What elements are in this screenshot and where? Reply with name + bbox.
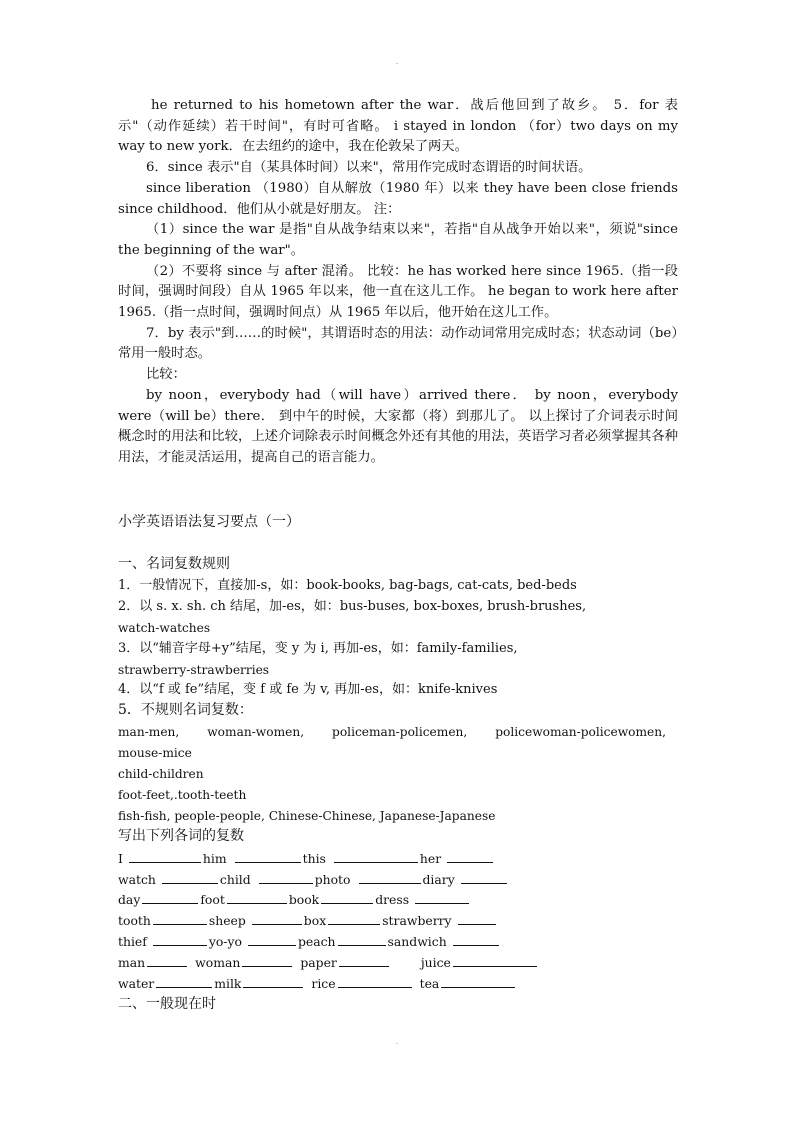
exercise-word: tooth: [118, 913, 151, 928]
answer-blank[interactable]: [147, 953, 187, 967]
grammar-section-title: 小学英语语法复习要点（一）: [118, 514, 300, 530]
exercise-word: thief: [118, 934, 147, 949]
exercise-word: rice: [311, 976, 336, 991]
answer-blank[interactable]: [156, 974, 212, 988]
exercise-word: foot: [200, 892, 225, 907]
exercise-row: [118, 849, 495, 868]
answer-blank[interactable]: [338, 932, 386, 946]
irregular-row-1: [118, 722, 678, 742]
answer-blank[interactable]: [338, 974, 412, 988]
answer-blank[interactable]: [252, 911, 302, 925]
rule-1: 1．一般情况下，直接加-s，如：book-books, bag-bags, cat-cats, bed-beds: [118, 578, 577, 593]
rule-4: 4．以“f 或 fe”结尾，变 f 或 fe 为 v, 再加-es，如：knife-knives: [118, 682, 498, 697]
exercise-word: peach: [297, 934, 336, 949]
paragraph-note-2: （2）不要将 since 与 after 混淆。 比较：he has worked here since 1965.（指一段时间，强调时间段）自从 1965 年以来，他一直在这儿工作。 he began to work here after 1965.（指一点时间，强调时间点）从 1965 年以后，他开始在这儿工作。: [118, 263, 678, 321]
exercise-word: woman: [195, 955, 241, 970]
exercise-word: paper: [300, 955, 337, 970]
exercise-word: child: [219, 872, 251, 887]
rule-2: 2．以 s. x. sh. ch 结尾，加-es，如：bus-buses, box-boxes, brush-brushes,: [118, 599, 587, 614]
answer-blank[interactable]: [162, 870, 218, 884]
exercise-word: this: [302, 851, 326, 866]
answer-blank[interactable]: [142, 890, 198, 904]
exercise-word: box: [303, 913, 327, 928]
rule-3: 3．以“辅音字母+y”结尾，变 y 为 i, 再加-es，如：family-families,: [118, 641, 518, 656]
exercise-word: her: [419, 851, 442, 866]
irregular-row-4: fish-fish, people-people, Chinese-Chinese, Japanese-Japanese: [118, 809, 496, 823]
exercise-word: dress: [375, 892, 410, 907]
exercise-word: water: [118, 976, 155, 991]
exercise-word: sandwich: [387, 934, 447, 949]
answer-blank[interactable]: [441, 974, 515, 988]
answer-blank[interactable]: [359, 870, 421, 884]
answer-blank[interactable]: [243, 974, 303, 988]
rule-2-continuation: watch-watches: [118, 621, 211, 635]
irregular-word: policeman-policemen,: [332, 725, 468, 739]
exercise-word: day: [118, 892, 141, 907]
section2-heading: 二、一般现在时: [118, 996, 216, 1012]
answer-blank[interactable]: [334, 849, 418, 863]
answer-blank[interactable]: [447, 849, 493, 863]
exercise-row: [118, 932, 501, 951]
paragraph-compare-label: 比较：: [146, 367, 186, 383]
page-top-dot: .: [395, 57, 399, 66]
irregular-word: woman-women,: [207, 725, 305, 739]
exercise-word: him: [202, 851, 227, 866]
answer-blank[interactable]: [235, 849, 301, 863]
answer-blank[interactable]: [129, 849, 201, 863]
answer-blank[interactable]: [153, 911, 207, 925]
answer-blank[interactable]: [328, 911, 380, 925]
exercise-row: [118, 890, 471, 909]
exercise-word: book: [288, 892, 320, 907]
exercise-word: man: [118, 955, 146, 970]
exercise-word: juice: [420, 955, 451, 970]
answer-blank[interactable]: [453, 953, 537, 967]
exercise-word: I: [118, 851, 123, 866]
exercise-word: diary: [422, 872, 455, 887]
paragraph-by-usage: 7．by 表示"到……的时候"，其谓语时态的用法：动作动词常用完成时态；状态动词（be）常用一般时态。: [118, 325, 678, 362]
exercise-word: photo: [314, 872, 351, 887]
exercise-heading: 写出下列各词的复数: [118, 828, 244, 844]
irregular-word: man-men,: [118, 725, 180, 739]
paragraph-for-usage: he returned to his hometown after the war．战后他回到了故乡。 5．for 表示"（动作延续）若干时间"，有时可省略。 i stayed in london （for）two days on my way to new york．在去纽约的途中，我在伦敦呆了两天。: [118, 98, 678, 155]
exercise-row: [118, 974, 517, 993]
exercise-word: watch: [118, 872, 156, 887]
paragraph-note-1: （1）since the war 是指"自从战争结束以来"，若指"自从战争开始以来"，须说"since the beginning of the war"。: [118, 222, 678, 258]
paragraph-since-definition: 6．since 表示"自（某具体时间）以来"，常用作完成时态谓语的时间状语。: [146, 160, 592, 176]
answer-blank[interactable]: [248, 932, 296, 946]
answer-blank[interactable]: [153, 932, 207, 946]
exercise-word: strawberry: [382, 913, 452, 928]
irregular-row-1-continuation: mouse-mice: [118, 746, 192, 760]
answer-blank[interactable]: [461, 870, 507, 884]
rule-3-continuation: strawberry-strawberries: [118, 663, 270, 677]
exercise-word: sheep: [208, 913, 246, 928]
section1-heading: 一、名词复数规则: [118, 556, 230, 572]
exercise-word: yo-yo: [208, 934, 242, 949]
rule-5: 5．不规则名词复数：: [118, 702, 253, 718]
answer-blank[interactable]: [321, 890, 373, 904]
irregular-word: policewoman-policewomen,: [495, 725, 666, 739]
answer-blank[interactable]: [453, 932, 499, 946]
prepositions-passage: [118, 96, 678, 469]
page-bottom-dot: .: [395, 1037, 399, 1046]
answer-blank[interactable]: [259, 870, 313, 884]
exercise-row: [118, 953, 539, 972]
answer-blank[interactable]: [458, 911, 496, 925]
irregular-row-3: foot-feet,.tooth-teeth: [118, 788, 247, 802]
paragraph-since-example: since liberation （1980）自从解放（1980 年）以来 they have been close friends since childhood．他们从小就是好朋友。 注：: [118, 180, 678, 217]
answer-blank[interactable]: [339, 953, 389, 967]
answer-blank[interactable]: [415, 890, 469, 904]
answer-blank[interactable]: [242, 953, 292, 967]
exercise-row: [118, 870, 509, 889]
exercise-row: [118, 911, 498, 930]
exercise-word: tea: [419, 976, 440, 991]
exercise-word: milk: [214, 976, 242, 991]
paragraph-by-example-summary: by noon，everybody had（will have）arrived there． by noon，everybody were（will be）there． 到中午的时候，大家都（将）到那儿了。 以上探讨了介词表示时间概念时的用法和比较，上述介词除表示时间概念外还有其他的用法，英语学习者必须掌握其各种用法，才能灵活运用，提高自己的语言能力。: [118, 387, 678, 465]
answer-blank[interactable]: [227, 890, 287, 904]
irregular-row-2: child-children: [118, 767, 204, 781]
